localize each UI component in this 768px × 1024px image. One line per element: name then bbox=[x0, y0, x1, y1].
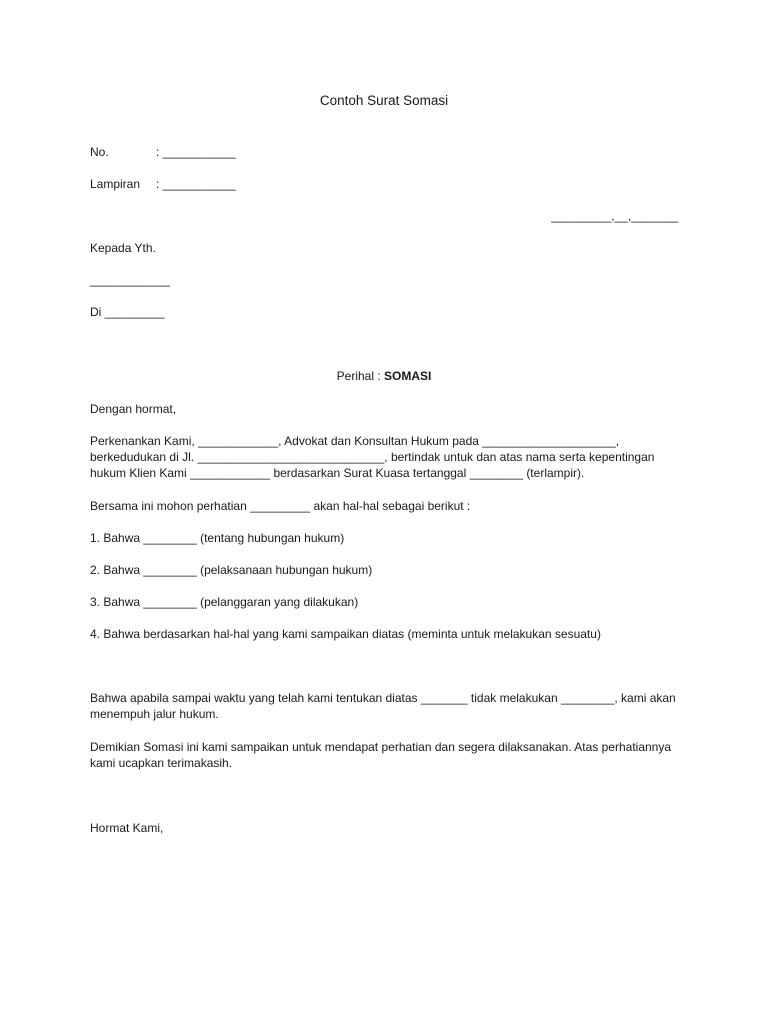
list-item: 2. Bahwa ________ (pelaksanaan hubungan hukum) bbox=[90, 563, 373, 577]
paragraph-line: hukum Klien Kami ____________ berdasarkan Surat Kuasa tertanggal ________ (terlampir). bbox=[90, 466, 585, 480]
number-label: No. bbox=[90, 145, 109, 159]
paragraph-line: menempuh jalur hukum. bbox=[90, 707, 219, 721]
document-title: Contoh Surat Somasi bbox=[319, 93, 449, 108]
attachment-value: : ___________ bbox=[156, 177, 237, 191]
number-value: : ___________ bbox=[156, 145, 237, 159]
paragraph-introduction bbox=[90, 433, 654, 481]
paragraph-line: berkedudukan di Jl. ____________________________, bertindak untuk dan atas nama serta kepentingan bbox=[90, 450, 655, 464]
paragraph-line: Demikian Somasi ini kami sampaikan untuk mendapat perhatian dan segera dilaksanakan. Atas perhatiannya bbox=[90, 740, 672, 754]
addressee-label: Kepada Yth. bbox=[90, 241, 156, 255]
paragraph-request: Bersama ini mohon perhatian _________ akan hal-hal sebagai berikut : bbox=[90, 499, 471, 513]
paragraph-warning bbox=[90, 690, 676, 722]
paragraph-closing bbox=[90, 739, 671, 771]
recipient-line: ____________ bbox=[90, 273, 171, 287]
paragraph-line: Bahwa apabila sampai waktu yang telah kami tentukan diatas _______ tidak melakukan ________, kami akan bbox=[90, 691, 676, 705]
list-item: 4. Bahwa berdasarkan hal-hal yang kami sampaikan diatas (meminta untuk melakukan sesuatu) bbox=[90, 627, 601, 641]
list-item: 1. Bahwa ________ (tentang hubungan hukum) bbox=[90, 531, 345, 545]
salutation: Dengan hormat, bbox=[90, 402, 177, 416]
subject-value: SOMASI bbox=[384, 369, 432, 383]
attachment-label: Lampiran bbox=[90, 177, 141, 191]
location-line: Di _________ bbox=[90, 305, 165, 319]
paragraph-line: Perkenankan Kami, ____________, Advokat dan Konsultan Hukum pada ____________________, bbox=[90, 434, 620, 448]
paragraph-line: kami ucapkan terimakasih. bbox=[90, 756, 233, 770]
date-line: _________,__,_______ bbox=[551, 209, 678, 223]
closing-line: Hormat Kami, bbox=[90, 821, 164, 835]
subject-label: Perihal : bbox=[336, 369, 384, 383]
subject-line bbox=[0, 368, 768, 384]
list-item: 3. Bahwa ________ (pelanggaran yang dilakukan) bbox=[90, 595, 359, 609]
